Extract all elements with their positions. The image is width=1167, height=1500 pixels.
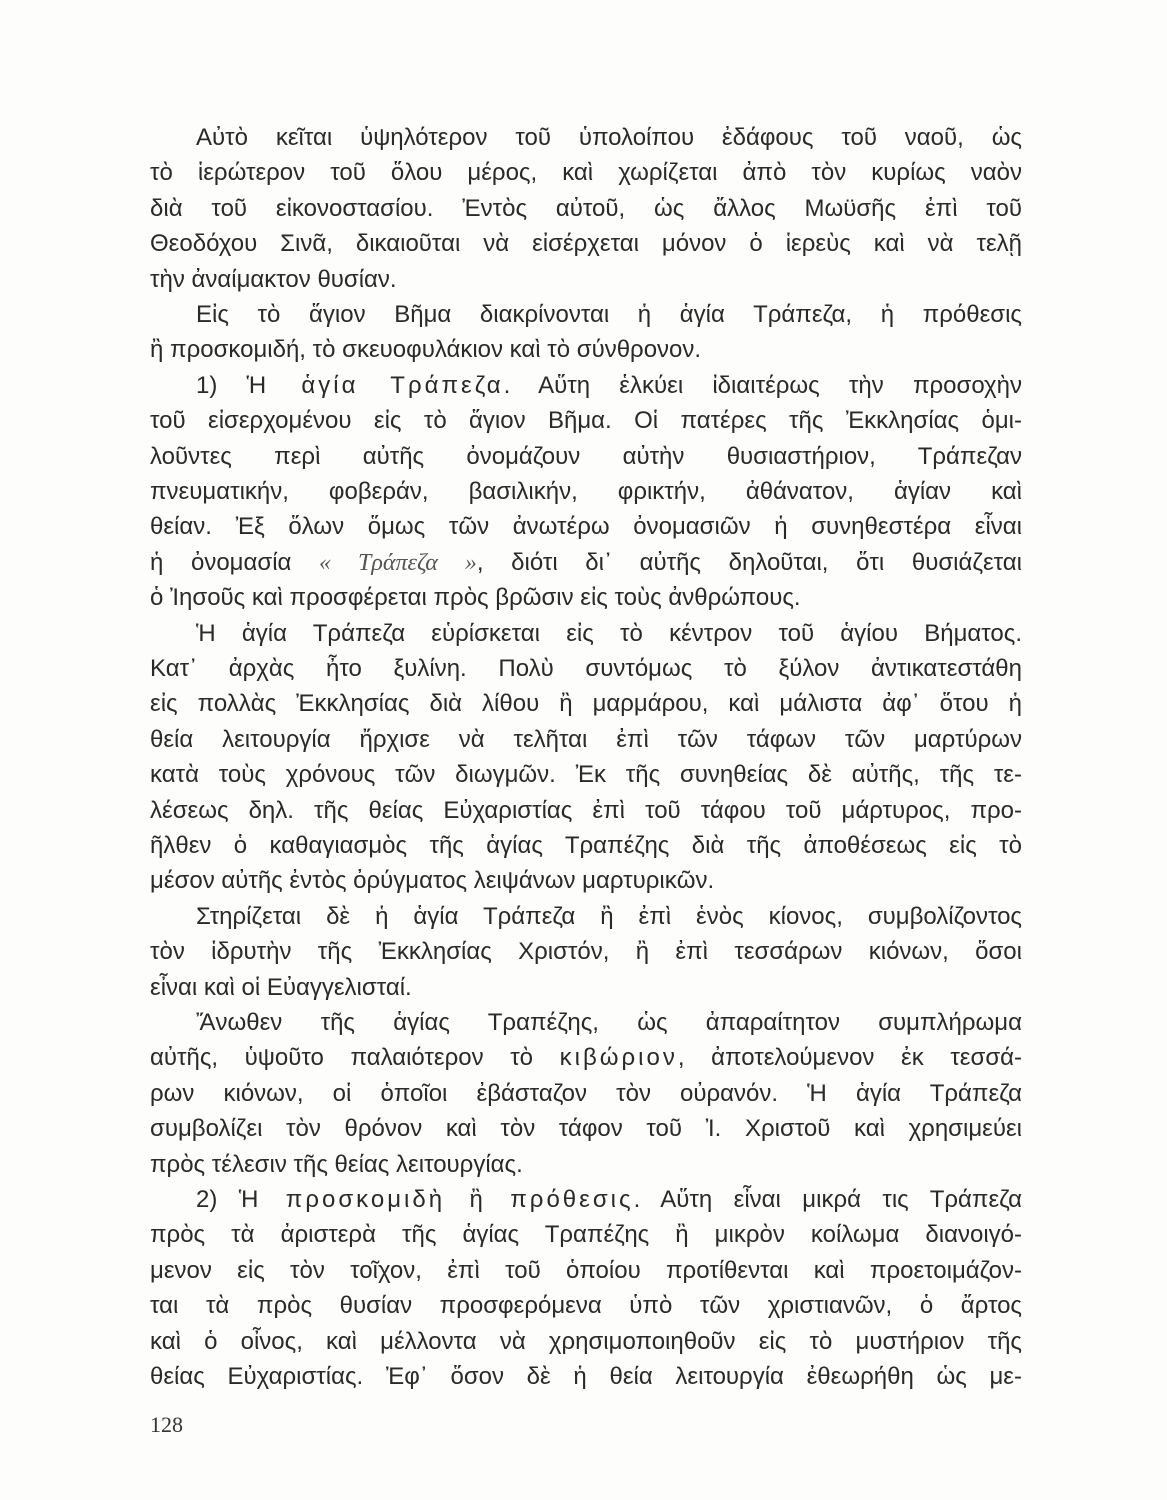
text-line [150, 723, 1022, 757]
line-text: Στηρίζεται δὲ ἡ ἁγία Τράπεζα ἢ ἐπὶ ἑνὸς κίονος, συμβολίζοντος [196, 902, 1022, 930]
line-text: Κατ᾽ ἀρχὰς ἦτο ξυλίνη. Πολὺ συντόμως τὸ ξύλον ἀντικατεστάθη [150, 655, 1022, 682]
text-line [150, 1289, 1022, 1323]
emphasized-text: κιβώριον [559, 1044, 678, 1072]
line-text: ὁ Ἰησοῦς καὶ προσφέρεται πρὸς βρῶσιν εἰς τοὺς ἀνθρώπους. [150, 584, 801, 612]
line-text: Θεοδόχου Σινᾶ, δικαιοῦται νὰ εἰσέρχεται μόνον ὁ ἱερεὺς καὶ νὰ τελῇ [150, 230, 1022, 258]
text-line [150, 1325, 1022, 1359]
line-text: . Αὕτη εἶναι μικρά τις Τράπεζα [633, 1186, 1023, 1213]
text-line [150, 404, 1022, 438]
text-line [150, 192, 1022, 226]
text-line [196, 900, 1022, 934]
line-text: μέσον αὐτῆς ἐντὸς ὀρύγματος λειψάνων μαρτυρικῶν. [150, 867, 715, 895]
text-line [150, 227, 1022, 261]
line-text: ρων κιόνων, οἱ ὁποῖοι ἐβάσταζον τὸν οὐρανόν. Ἡ ἁγία Τράπεζα [150, 1079, 1022, 1107]
text-line [150, 1360, 1022, 1394]
line-text: εἶναι καὶ οἱ Εὐαγγελισταί. [150, 973, 412, 1001]
text-line [150, 1041, 1022, 1075]
line-text: Ἡ ἁγία Τράπεζα εὑρίσκεται εἰς τὸ κέντρον τοῦ ἁγίου Βήματος. [196, 619, 1022, 647]
line-text: τοῦ εἰσερχομένου εἰς τὸ ἅγιον Βῆμα. Οἱ πατέρες τῆς Ἐκκλησίας ὁμι- [150, 407, 1022, 435]
line-text: , ἀποτελούμενον ἐκ τεσσά- [677, 1044, 1023, 1072]
text-line [150, 971, 1022, 1005]
text-line [150, 794, 1022, 828]
line-text: πρὸς τὰ ἀριστερὰ τῆς ἁγίας Τραπέζης ἢ μικρὸν κοίλωμα διανοιγό- [150, 1221, 1022, 1249]
line-text: τὸ ἱερώτερον τοῦ ὅλου μέρος, καὶ χωρίζεται ἀπὸ τὸν κυρίως ναὸν [150, 159, 1022, 187]
page-number: 128 [150, 1412, 183, 1437]
line-text: θείαν. Ἐξ ὅλων ὅμως τῶν ἀνωτέρω ὀνομασιῶν ἡ συνηθεστέρα εἶναι [150, 513, 1022, 541]
line-text: Εἰς τὸ ἅγιον Βῆμα διακρίνονται ἡ ἁγία Τράπεζα, ἡ πρόθεσις [196, 301, 1022, 328]
line-text: καὶ ὁ οἶνος, καὶ μέλλοντα νὰ χρησιμοποιηθοῦν εἰς τὸ μυστήριον τῆς [150, 1327, 1022, 1355]
line-text: πρὸς τέλεσιν τῆς θείας λειτουργίας. [150, 1150, 523, 1178]
line-text: λέσεως δηλ. τῆς θείας Εὐχαριστίας ἐπὶ τοῦ τάφου τοῦ μάρτυρος, προ- [150, 796, 1022, 824]
emphasized-text: « Τράπεζα » [319, 549, 477, 576]
text-line [150, 333, 1022, 367]
text-line [150, 935, 1022, 969]
emphasized-text: Ἡ ἁγία Τράπεζα [246, 371, 504, 399]
line-text: διὰ τοῦ εἰκονοστασίου. Ἐντὸς αὐτοῦ, ὡς ἄλλος Μωϋσῆς ἐπὶ τοῦ [150, 194, 1022, 222]
line-text: 1) [196, 371, 247, 399]
line-text: Αὐτὸ κεῖται ὑψηλότερον τοῦ ὑπολοίπου ἐδάφους τοῦ ναοῦ, ὡς [196, 124, 1022, 151]
text-line [196, 1183, 1022, 1217]
text-line [150, 687, 1022, 721]
text-line [150, 1254, 1022, 1288]
text-line [150, 652, 1022, 686]
text-line [150, 1077, 1022, 1111]
text-line [150, 829, 1022, 863]
line-text: πνευματικήν, φοβεράν, βασιλικήν, φρικτήν, ἀθάνατον, ἁγίαν καὶ [150, 478, 1022, 505]
emphasized-text: Ἡ προσκομιδὴ ἢ πρόθεσις [238, 1186, 634, 1213]
text-line [150, 546, 1022, 580]
text-line [196, 298, 1022, 332]
text-line [150, 1218, 1022, 1252]
text-line [150, 864, 1022, 898]
line-text: συμβολίζει τὸν θρόνον καὶ τὸν τάφον τοῦ Ἰ. Χριστοῦ καὶ χρησιμεύει [150, 1115, 1022, 1143]
line-text: 2) [196, 1186, 239, 1213]
text-line [196, 121, 1022, 155]
text-line [150, 475, 1022, 509]
line-text: κατὰ τοὺς χρόνους τῶν διωγμῶν. Ἐκ τῆς συνηθείας δὲ αὐτῆς, τῆς τε- [150, 761, 1022, 789]
text-line [150, 1112, 1022, 1146]
line-text: τὴν ἀναίμακτον θυσίαν. [150, 265, 397, 293]
line-text: ῆλθεν ὁ καθαγιασμὸς τῆς ἁγίας Τραπέζης διὰ τῆς ἀποθέσεως εἰς τὸ [150, 832, 1022, 859]
text-line [150, 510, 1022, 544]
text-line [150, 263, 1022, 297]
line-text: . Αὕτη ἑλκύει ἰδιαιτέρως τὴν προσοχὴν [503, 371, 1022, 399]
line-text: ἢ προσκομιδή, τὸ σκευοφυλάκιον καὶ τὸ σύνθρονον. [150, 336, 702, 364]
line-text: τὸν ἱδρυτὴν τῆς Ἐκκλησίας Χριστόν, ἢ ἐπὶ τεσσάρων κιόνων, ὅσοι [150, 938, 1022, 966]
line-text: , διότι δι᾽ αὐτῆς δηλοῦται, ὅτι θυσιάζεται [476, 548, 1022, 576]
line-text: εἰς πολλὰς Ἐκκλησίας διὰ λίθου ἢ μαρμάρου, καὶ μάλιστα ἀφ᾽ ὅτου ἡ [150, 690, 1022, 718]
line-text: ἡ ὀνομασία [150, 548, 320, 576]
line-text: θείας Εὐχαριστίας. Ἐφ᾽ ὅσον δὲ ἡ θεία λειτουργία ἐθεωρήθη ὡς με- [150, 1363, 1022, 1390]
text-line [196, 1006, 1022, 1040]
text-line [150, 440, 1022, 474]
text-line [196, 617, 1022, 651]
text-line [150, 758, 1022, 792]
text-line [196, 369, 1022, 403]
line-text: ται τὰ πρὸς θυσίαν προσφερόμενα ὑπὸ τῶν χριστιανῶν, ὁ ἄρτος [150, 1292, 1022, 1320]
text-line [150, 581, 1022, 615]
text-line [150, 156, 1022, 190]
line-text: αὐτῆς, ὑψοῦτο παλαιότερον τὸ [150, 1044, 560, 1072]
line-text: Ἄνωθεν τῆς ἁγίας Τραπέζης, ὡς ἀπαραίτητον συμπλήρωμα [196, 1009, 1022, 1036]
line-text: θεία λειτουργία ἤρχισε νὰ τελῆται ἐπὶ τῶν τάφων τῶν μαρτύρων [150, 725, 1022, 753]
text-line [150, 1148, 1022, 1182]
line-text: μενον εἰς τὸν τοῖχον, ἐπὶ τοῦ ὁποίου προτίθενται καὶ προετοιμάζον- [150, 1256, 1022, 1284]
line-text: λοῦντες περὶ αὐτῆς ὀνομάζουν αὐτὴν θυσιαστήριον, Τράπεζαν [150, 442, 1022, 470]
